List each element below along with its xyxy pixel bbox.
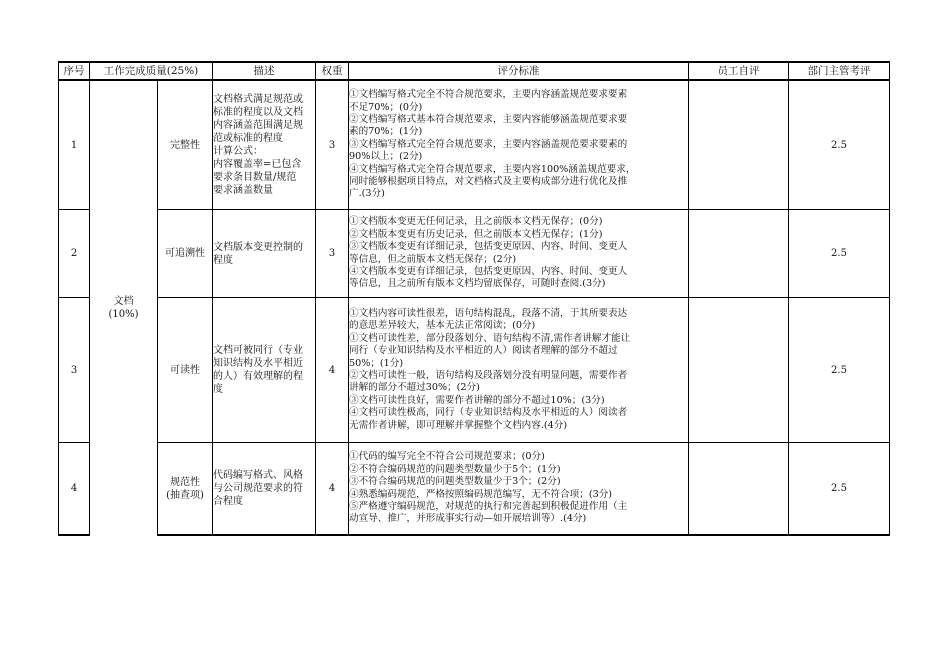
criteria-line: ①文档内容可读性很差，语句结构混乱，段落不清，于其所要表达 (349, 307, 628, 319)
criteria-line: ①文档可读性差，部分段落划分、语句结构不清,需作者讲解才能让 (349, 332, 631, 344)
desc-line: 内容涵盖范围满足规 (213, 120, 303, 131)
desc-line: 标准的程度以及文档 (213, 107, 303, 118)
self-eval-cell[interactable] (689, 80, 789, 210)
category-percent: (10%) (108, 309, 139, 320)
item-name: 完整性 (158, 80, 213, 210)
desc-line: 文档格式满足规范或 (213, 94, 303, 105)
category-name: 文档 (113, 296, 134, 307)
desc-line: 代码编写格式、风格 (213, 470, 303, 481)
criteria-line: ③不符合编码规范的问题类型数量少于3个；(2分) (349, 476, 561, 488)
criteria-line: ④文档可读性极高，同行（专业知识结构及水平相近的人）阅读者 (349, 407, 628, 419)
criteria-line: 无需作者讲解，即可理解并掌握整个文档内容.(4分) (349, 419, 568, 431)
criteria-line: 广.(3分) (349, 188, 385, 200)
criteria-cell (349, 210, 689, 298)
item-name: 可读性 (158, 298, 213, 443)
criteria-line: ②文档编写格式基本符合规范要求，主要内容能够涵盖规范要求要 (349, 113, 628, 125)
item-description (213, 298, 316, 443)
criteria-line: 50%；(1分) (349, 357, 404, 369)
header-desc: 描述 (213, 62, 316, 80)
table-row (59, 298, 890, 443)
self-eval-cell[interactable] (689, 210, 789, 298)
self-eval-cell[interactable] (689, 443, 789, 536)
criteria-line: 讲解的部分不超过30%；(2分) (349, 382, 480, 394)
weight-value: 3 (316, 210, 349, 298)
criteria-line: 等信息，但之前版本文档无保存；(2分) (349, 253, 517, 265)
header-weight: 权重 (316, 62, 349, 80)
row-seq: 1 (59, 80, 90, 210)
header-seq: 序号 (59, 62, 90, 80)
criteria-cell (349, 80, 689, 210)
criteria-line: ④文档版本变更有详细记录，包括变更原因、内容、时间、变更人 (349, 265, 628, 277)
weight-value: 4 (316, 298, 349, 443)
criteria-line: ③文档可读性良好，需要作者讲解的部分不超过10%；(3分) (349, 394, 605, 406)
item-description (213, 210, 316, 298)
criteria-line: ④熟悉编码规范，严格按照编码规范编写，无不符合项；(3分) (349, 488, 613, 500)
criteria-line: 同行（专业知识结构及水平相近的人）阅读者理解的部分不超过 (349, 345, 618, 357)
desc-line: 要求条目数量/规范 (213, 172, 297, 183)
criteria-line: 不足70%；(0分) (349, 101, 423, 113)
row-seq: 3 (59, 298, 90, 443)
item-note: (抽查项) (166, 489, 204, 501)
header-row (59, 62, 890, 80)
row-seq: 4 (59, 443, 90, 536)
weight-value: 3 (316, 80, 349, 210)
criteria-cell (349, 443, 689, 536)
manager-score[interactable]: 2.5 (789, 210, 890, 298)
weight-value: 4 (316, 443, 349, 536)
criteria-line: 同时能够根据项目特点，对文档格式及主要构成部分进行优化及推 (349, 176, 628, 188)
header-criteria: 评分标准 (349, 62, 689, 80)
criteria-line: ②文档版本变更有历史记录，但之前版本文档无保存；(1分) (349, 228, 603, 240)
criteria-line: ①文档编写格式完全不符合规范要求，主要内容涵盖规范要求要素 (349, 89, 628, 101)
criteria-line: ①代码的编写完全不符合公司规范要求；(0分) (349, 451, 545, 463)
table-row (59, 210, 890, 298)
item-name: 规范性 (170, 476, 200, 488)
manager-score[interactable]: 2.5 (789, 298, 890, 443)
criteria-line: 的意思差异较大，基本无法正常阅读；(0分) (349, 320, 536, 332)
desc-line: 程度 (213, 254, 233, 266)
criteria-line: ①文档版本变更无任何记录，且之前版本文档无保存；(0分) (349, 216, 603, 228)
criteria-line: 等信息，且之前所有版本文档均留底保存，可随时查阅.(3分) (349, 278, 606, 290)
manager-score[interactable]: 2.5 (789, 443, 890, 536)
criteria-line: ②不符合编码规范的问题类型数量少于5个；(1分) (349, 463, 561, 475)
row-seq: 2 (59, 210, 90, 298)
criteria-line: 素的70%；(1分) (349, 126, 423, 138)
desc-line: 要求涵盖数量 (213, 185, 273, 196)
evaluation-table (58, 61, 890, 536)
desc-line: 度 (213, 384, 223, 395)
header-quality: 工作完成质量(25%) (90, 62, 213, 80)
item-description (213, 443, 316, 536)
manager-score[interactable]: 2.5 (789, 80, 890, 210)
desc-line: 范或标准的程度 (213, 133, 283, 144)
desc-line: 合程度 (213, 496, 243, 507)
item-description (213, 80, 316, 210)
item-name: 可追溯性 (158, 210, 213, 298)
desc-line: 内容覆盖率=已包含 (213, 159, 302, 170)
header-manager-eval: 部门主管考评 (789, 62, 890, 80)
desc-line: 的人）有效理解的程 (213, 371, 303, 382)
self-eval-cell[interactable] (689, 298, 789, 443)
table-row (59, 443, 890, 536)
table-row (59, 80, 890, 210)
criteria-line: ④文档编写格式完全符合规范要求，主要内容100%涵盖规范要求， (349, 163, 636, 175)
desc-line: 与公司规范要求的符 (213, 483, 303, 494)
desc-line: 文档可被同行（专业 (213, 345, 303, 356)
criteria-line: ⑤严格遵守编码规范，对规范的执行和完善起到积极促进作用（主 (349, 500, 628, 512)
item-name-cell (158, 443, 213, 536)
desc-line: 知识结构及水平相近 (213, 358, 303, 369)
criteria-line: ③文档编写格式完全符合规范要求，主要内容涵盖规范要求要素的 (349, 138, 628, 150)
criteria-line: ②文档可读性一般，语句结构及段落划分没有明显问题，需要作者 (349, 370, 628, 381)
criteria-line: ③文档版本变更有详细记录，包括变更原因、内容、时间、变更人 (349, 241, 628, 253)
header-self-eval: 员工自评 (689, 62, 789, 80)
desc-line: 文档版本变更控制的 (213, 241, 303, 253)
desc-line: 计算公式： (213, 146, 263, 157)
category-cell (90, 80, 158, 535)
criteria-line: 动宣导、推广，并形成事实行动—如开展培训等）.(4分) (349, 513, 587, 525)
criteria-cell (349, 298, 689, 443)
criteria-line: 90%以上；(2分) (349, 151, 423, 163)
